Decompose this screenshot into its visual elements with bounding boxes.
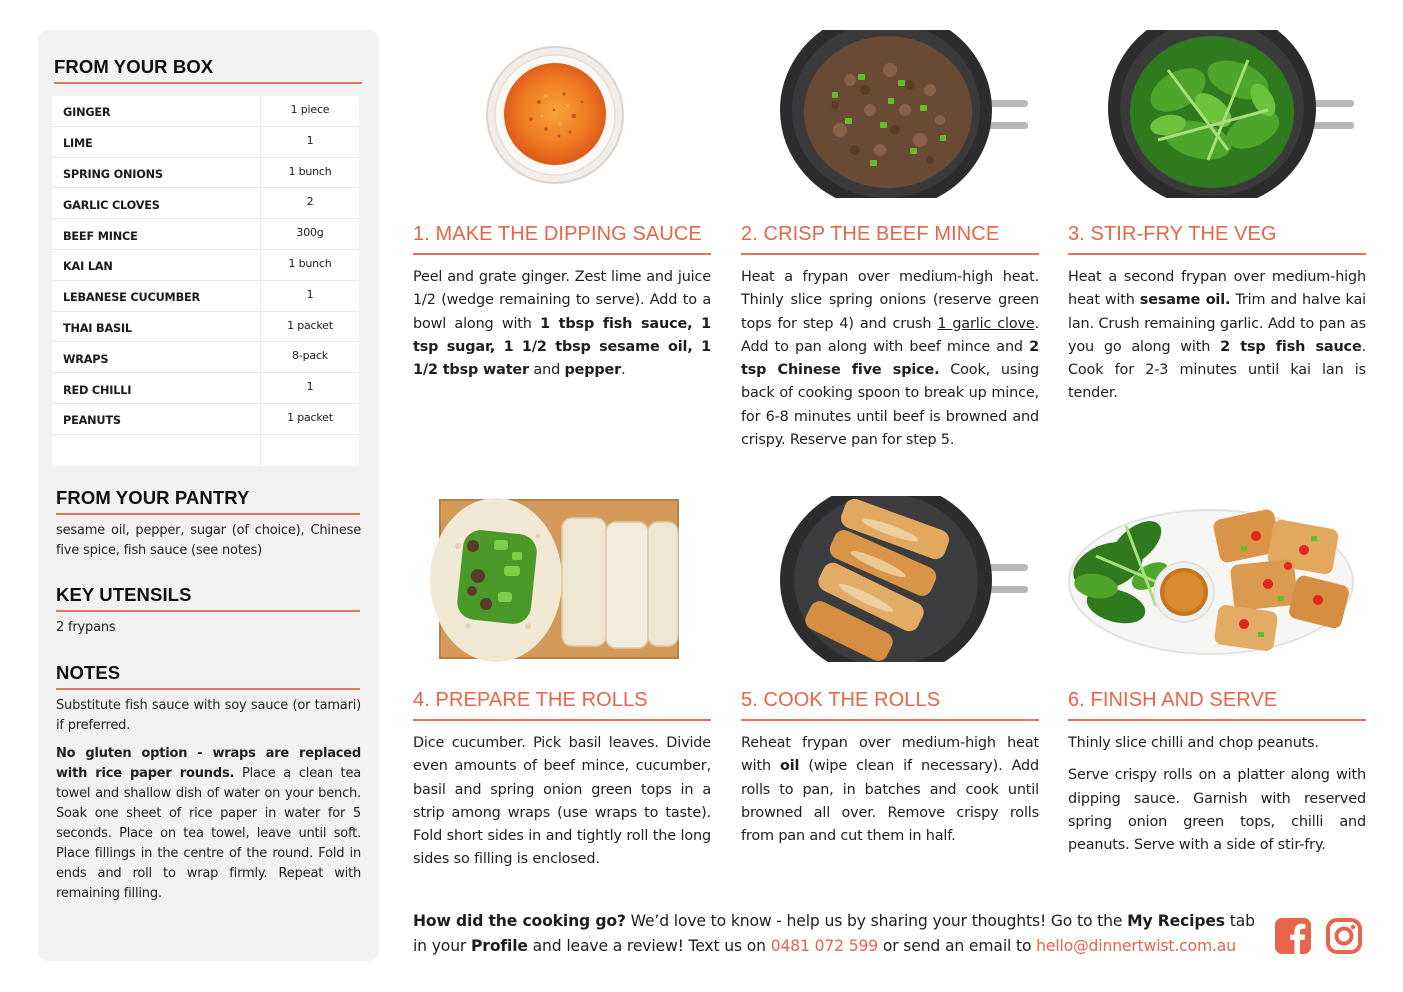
step-3-text-part: Trim and halve kai lan. Crush remaining garlic. Add to pan as you go along with	[1068, 292, 1367, 355]
footer-profile: Profile	[471, 937, 528, 955]
step-4-text	[413, 732, 711, 872]
step-4-image	[428, 496, 680, 662]
step-3-text-part: . Cook for 2-3 minutes until kai lan is tender.	[1068, 338, 1366, 402]
footer-my-recipes: My Recipes	[1127, 912, 1225, 930]
ingredients-table	[52, 96, 359, 466]
step-1-text-part: .	[621, 362, 626, 379]
table-row	[52, 373, 359, 404]
notes-title: NOTES	[56, 662, 121, 683]
ingredient-name	[52, 435, 261, 466]
ingredient-name: BEEF MINCE	[52, 219, 261, 249]
step-6-title: 6. FINISH AND SERVE	[1068, 689, 1278, 711]
footer-question: How did the cooking go?	[413, 912, 626, 930]
step-5-text-bold: oil	[780, 758, 800, 775]
step-2-rule	[741, 253, 1039, 255]
step-3-image	[1108, 30, 1360, 198]
ingredient-name: RED CHILLI	[52, 373, 261, 403]
step-6-rule	[1068, 719, 1366, 721]
table-row	[52, 435, 359, 466]
step-2-text	[741, 266, 1039, 452]
utensils-rule	[56, 610, 360, 612]
box-title-rule	[54, 82, 362, 84]
step-3-text-part: Heat a second frypan over medium-high heat with	[1068, 269, 1366, 309]
step-3-title: 3. STIR-FRY THE VEG	[1068, 223, 1277, 245]
step-5-text-part: (wipe clean if necessary). Add rolls to pan, in batches and cook until browned all over. Remove crispy rolls from pan and cut them in half.	[741, 758, 1039, 845]
step-6-image	[1066, 496, 1356, 662]
step-3-rule	[1068, 253, 1366, 255]
ingredient-qty: 1 packet	[287, 318, 333, 332]
step-2-image	[780, 30, 1032, 198]
step-2-title: 2. CRISP THE BEEF MINCE	[741, 223, 1000, 245]
ingredient-qty: 2	[306, 195, 314, 209]
footer-phone-link[interactable]: 0481 072 599	[770, 937, 879, 955]
step-3-text-bold: sesame oil.	[1139, 292, 1231, 309]
step-5-text-part: Reheat frypan over medium-high heat with	[741, 735, 1039, 775]
ingredient-qty: 1 bunch	[288, 164, 332, 178]
ingredient-name: WRAPS	[52, 342, 261, 372]
step-1-text-part: Peel and grate ginger. Zest lime and juice 1/2 (wedge remaining to serve). Add to a bowl along with	[413, 269, 711, 332]
serving-platter-icon	[1066, 496, 1356, 662]
step-4-text-part: Dice cucumber. Pick basil leaves. Divide even amounts of beef mince, cucumber, basil and spring onion green tops in a strip among wraps (use wraps to taste). Fold short sides in and tightly roll the long sides so filling is enclosed.	[413, 735, 711, 868]
utensils-title: KEY UTENSILS	[56, 584, 192, 605]
ingredient-name: PEANUTS	[52, 404, 261, 434]
step-2-text-underline: 1 garlic clove	[937, 315, 1035, 332]
step-3-text-bold: 2 tsp fish sauce	[1220, 338, 1362, 355]
table-row	[52, 342, 359, 373]
step-1-title: 1. MAKE THE DIPPING SAUCE	[413, 223, 702, 245]
step-4-title: 4. PREPARE THE ROLLS	[413, 689, 648, 711]
feedback-footer	[413, 909, 1263, 959]
table-row	[52, 96, 359, 127]
ingredient-name: THAI BASIL	[52, 312, 261, 342]
ingredient-qty: 8-pack	[292, 349, 328, 363]
footer-text: We’d love to know - help us by sharing your thoughts! Go to the	[625, 912, 1128, 930]
step-1-image	[484, 44, 626, 186]
kai-lan-frypan-icon	[1108, 30, 1360, 198]
pantry-rule	[56, 513, 360, 515]
ingredient-qty: 1 bunch	[288, 256, 332, 270]
step-1-text-part: and	[529, 362, 565, 379]
ingredient-qty: 1	[306, 287, 314, 301]
ingredient-qty: 1	[306, 133, 314, 147]
footer-text: and leave a review! Text us on	[527, 937, 771, 955]
footer-email-link[interactable]: hello@dinnertwist.com.au	[1036, 937, 1236, 955]
pantry-title: FROM YOUR PANTRY	[56, 487, 250, 508]
step-5-title: 5. COOK THE ROLLS	[741, 689, 941, 711]
step-5-text	[741, 732, 1039, 848]
table-row	[52, 250, 359, 281]
ingredient-name: GINGER	[52, 96, 261, 126]
box-title: FROM YOUR BOX	[54, 56, 214, 77]
table-row	[52, 312, 359, 343]
footer-text: or send an email to	[878, 937, 1037, 955]
step-1-text	[413, 266, 711, 382]
step-2-text-bold: 2 tsp Chinese five spice.	[741, 338, 1039, 379]
ingredient-qty: 1 packet	[287, 410, 333, 424]
table-row	[52, 188, 359, 219]
step-5-rule	[741, 719, 1039, 721]
step-4-rule	[413, 719, 711, 721]
step-1-rule	[413, 253, 711, 255]
step-1-text-bold: pepper	[564, 362, 622, 379]
dipping-sauce-bowl-icon	[484, 44, 626, 186]
rolls-frypan-icon	[780, 496, 1032, 662]
ingredient-name: KAI LAN	[52, 250, 261, 280]
ingredient-name: SPRING ONIONS	[52, 158, 261, 188]
table-row	[52, 404, 359, 435]
notes-gf-text: Place a clean tea towel and shallow dish of water on your bench. Soak one sheet of rice paper in water for 5 seconds. Place on tea towel, leave until soft. Place fillings in the centre of the round. Fold in ends and roll to wrap firmly. Repeat with remaining filling.	[56, 766, 362, 901]
ingredient-name: LIME	[52, 127, 261, 157]
beef-mince-frypan-icon	[780, 30, 1032, 198]
table-row	[52, 281, 359, 312]
utensils-text: 2 frypans	[56, 620, 116, 635]
notes-gluten-free	[56, 744, 361, 904]
facebook-icon[interactable]	[1274, 917, 1312, 955]
step-2-text-part: Heat a frypan over medium-high heat. Thinly slice spring onions (reserve green tops for step 4) and crush	[741, 269, 1039, 332]
step-1-text-bold: 1 tbsp fish sauce, 1 tsp sugar, 1 1/2 tbsp sesame oil, 1 1/2 tbsp water	[413, 315, 711, 379]
ingredient-qty: 1	[306, 380, 314, 394]
ingredient-qty	[261, 435, 359, 466]
notes-gf-bold: No gluten option - wraps are replaced with rice paper rounds.	[56, 746, 361, 781]
step-6-text	[1068, 732, 1366, 857]
step-6-text-paragraph: Serve crispy rolls on a platter along with dipping sauce. Garnish with reserved spring onion green tops, chilli and peanuts. Serve with a side of stir-fry.	[1068, 767, 1366, 854]
step-2-text-part: Cook, using back of cooking spoon to break up mince, for 6-8 minutes until beef is browned and crispy. Reserve pan for step 5.	[741, 362, 1039, 449]
wraps-board-icon	[428, 496, 680, 662]
footer-text: tab in your	[413, 912, 1255, 955]
step-5-image	[780, 496, 1032, 662]
ingredient-name: GARLIC CLOVES	[52, 188, 261, 218]
table-row	[52, 219, 359, 250]
table-row	[52, 158, 359, 189]
ingredient-name: LEBANESE CUCUMBER	[52, 281, 261, 311]
notes-text: Substitute fish sauce with soy sauce (or tamari) if preferred.	[56, 698, 361, 733]
step-2-text-part: . Add to pan along with beef mince and	[741, 315, 1039, 355]
instagram-icon[interactable]	[1325, 917, 1363, 955]
ingredient-qty: 1 piece	[290, 103, 330, 116]
step-3-text	[1068, 266, 1366, 406]
notes-rule	[56, 688, 360, 690]
ingredient-qty: 300g	[296, 226, 324, 240]
sidebar	[38, 30, 379, 961]
pantry-text: sesame oil, pepper, sugar (of choice), Chinese five spice, fish sauce (see notes)	[56, 523, 361, 558]
table-row	[52, 127, 359, 158]
step-6-text-paragraph: Thinly slice chilli and chop peanuts.	[1068, 735, 1319, 751]
